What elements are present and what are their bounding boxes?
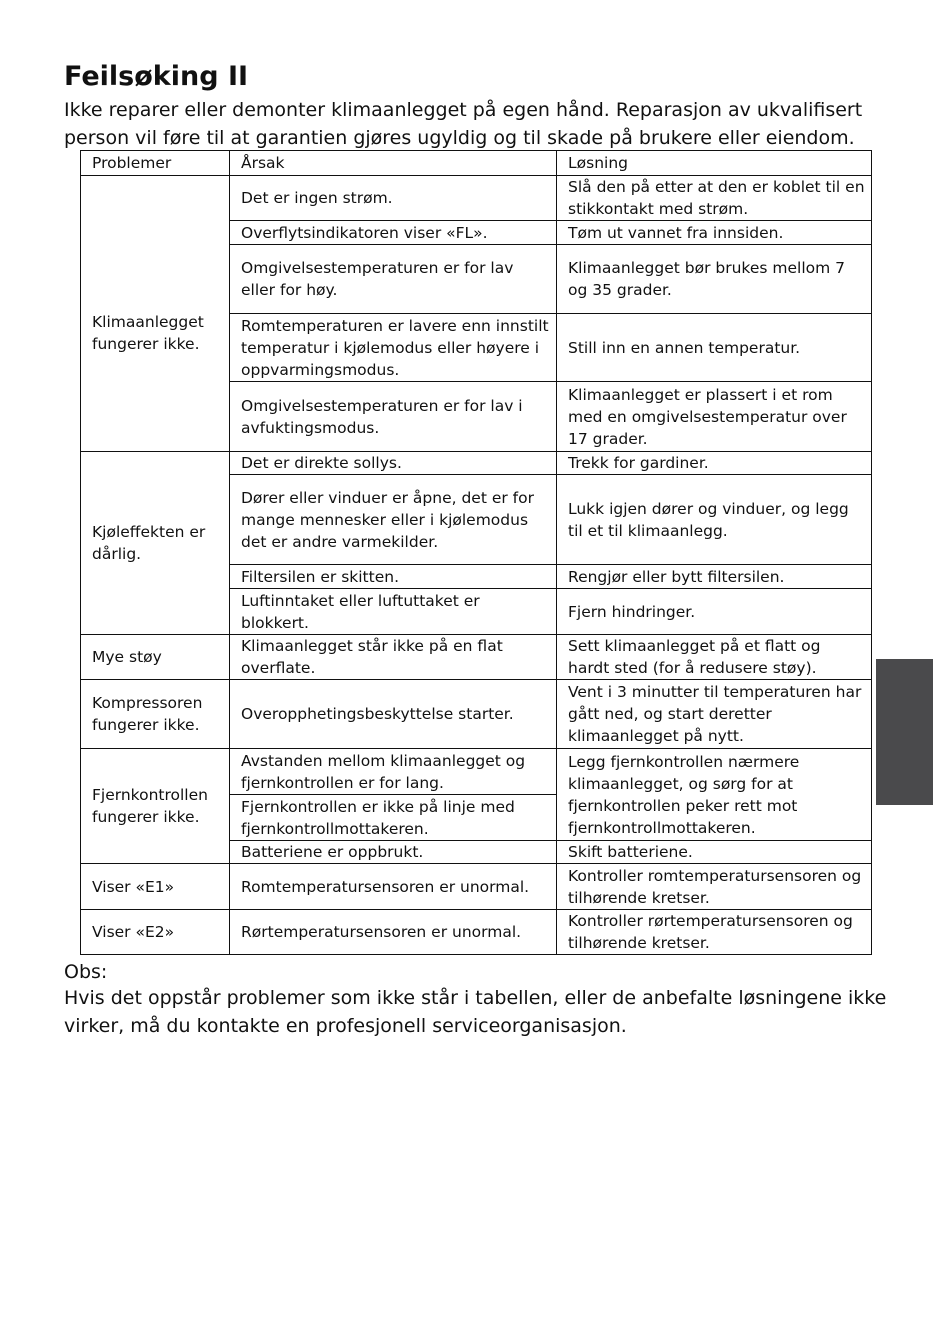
cause-cell: Luftinntaket eller luftuttaket er blokkert.	[230, 589, 557, 635]
solution-cell: Klimaanlegget bør brukes mellom 7 og 35 grader.	[557, 245, 872, 314]
solution-cell: Kontroller rørtemperatursensoren og tilhørende kretser.	[557, 910, 872, 955]
solution-cell: Legg fjernkontrollen nærmere klimaanlegget, og sørg for at fjernkontrollen peker rett mot fjernkontrollmottakeren.	[557, 749, 872, 841]
table-row	[81, 910, 872, 955]
cause-cell: Overopphetingsbeskyttelse starter.	[230, 680, 557, 749]
obs-label: Obs:	[64, 961, 108, 983]
table-row	[81, 864, 872, 910]
solution-cell: Slå den på etter at den er koblet til en stikkontakt med strøm.	[557, 176, 872, 221]
cause-cell: Det er direkte sollys.	[230, 452, 557, 475]
cause-cell: Omgivelsestemperaturen er for lav eller for høy.	[230, 245, 557, 314]
cause-cell: Rørtemperatursensoren er unormal.	[230, 910, 557, 955]
solution-cell: Skift batteriene.	[557, 841, 872, 864]
table-row	[81, 749, 872, 795]
problem-cell: Viser «E2»	[81, 910, 230, 955]
problem-cell: Mye støy	[81, 635, 230, 680]
cause-cell: Klimaanlegget står ikke på en flat overflate.	[230, 635, 557, 680]
cause-cell: Romtemperaturen er lavere enn innstilt temperatur i kjølemodus eller høyere i oppvarmingsmodus.	[230, 314, 557, 382]
cause-cell: Batteriene er oppbrukt.	[230, 841, 557, 864]
header-problem: Problemer	[81, 151, 230, 176]
problem-cell: Klimaanlegget fungerer ikke.	[81, 176, 230, 452]
cause-cell: Omgivelsestemperaturen er for lav i avfuktingsmodus.	[230, 382, 557, 452]
note-paragraph: Hvis det oppstår problemer som ikke står i tabellen, eller de anbefalte løsningene ikke virker, må du kontakte en profesjonell serviceorganisasjon.	[64, 987, 887, 1037]
cause-cell: Det er ingen strøm.	[230, 176, 557, 221]
cause-cell: Overflytsindikatoren viser «FL».	[230, 221, 557, 245]
table-header-row	[81, 151, 872, 176]
solution-cell: Kontroller romtemperatursensoren og tilhørende kretser.	[557, 864, 872, 910]
table-row	[81, 680, 872, 749]
page-title: Feilsøking II	[64, 61, 249, 92]
solution-cell: Rengjør eller bytt filtersilen.	[557, 565, 872, 589]
table-row	[81, 452, 872, 475]
header-solution: Løsning	[557, 151, 872, 176]
cause-cell: Dører eller vinduer er åpne, det er for mange mennesker eller i kjølemodus det er andre varmekilder.	[230, 475, 557, 565]
table-row	[81, 176, 872, 221]
side-tab-marker	[876, 659, 933, 805]
problem-cell: Fjernkontrollen fungerer ikke.	[81, 749, 230, 864]
solution-cell: Sett klimaanlegget på et flatt og hardt sted (for å redusere støy).	[557, 635, 872, 680]
problem-cell: Kompressoren fungerer ikke.	[81, 680, 230, 749]
header-cause: Årsak	[230, 151, 557, 176]
troubleshooting-table	[80, 150, 872, 955]
solution-cell: Tøm ut vannet fra innsiden.	[557, 221, 872, 245]
intro-paragraph: Ikke reparer eller demonter klimaanlegget på egen hånd. Reparasjon av ukvalifisert person vil føre til at garantien gjøres ugyldig og til skade på brukere eller eiendom.	[64, 99, 863, 149]
problem-cell: Viser «E1»	[81, 864, 230, 910]
cause-cell: Romtemperatursensoren er unormal.	[230, 864, 557, 910]
cause-cell: Avstanden mellom klimaanlegget og fjernkontrollen er for lang.	[230, 749, 557, 795]
solution-cell: Klimaanlegget er plassert i et rom med en omgivelsestemperatur over 17 grader.	[557, 382, 872, 452]
table-row	[81, 635, 872, 680]
solution-cell: Fjern hindringer.	[557, 589, 872, 635]
solution-cell: Trekk for gardiner.	[557, 452, 872, 475]
solution-cell: Still inn en annen temperatur.	[557, 314, 872, 382]
problem-cell: Kjøleffekten er dårlig.	[81, 452, 230, 635]
cause-cell: Fjernkontrollen er ikke på linje med fjernkontrollmottakeren.	[230, 795, 557, 841]
solution-cell: Vent i 3 minutter til temperaturen har gått ned, og start deretter klimaanlegget på nytt.	[557, 680, 872, 749]
cause-cell: Filtersilen er skitten.	[230, 565, 557, 589]
solution-cell: Lukk igjen dører og vinduer, og legg til et til klimaanlegg.	[557, 475, 872, 565]
